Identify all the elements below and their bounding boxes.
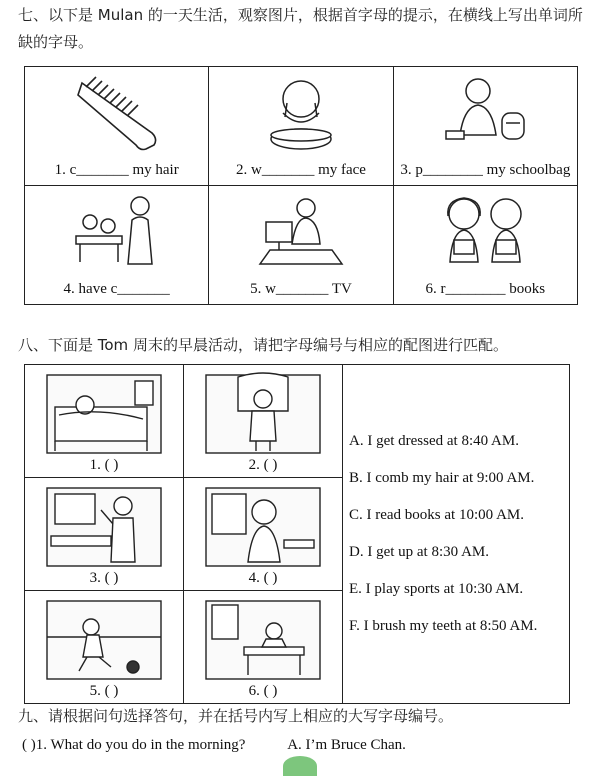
boy-reading-icon bbox=[198, 597, 328, 683]
s7-cell-6 bbox=[393, 186, 577, 305]
s8-option-d: D. I get up at 8:30 AM. bbox=[349, 544, 489, 560]
s8-caption-6: 6. ( ) bbox=[248, 683, 278, 699]
washing-face-icon bbox=[251, 73, 351, 155]
s8-caption-2: 2. ( ) bbox=[248, 457, 278, 473]
s9-question-row bbox=[22, 737, 406, 754]
s8-cell-5 bbox=[25, 591, 184, 704]
watching-tv-icon bbox=[246, 192, 356, 274]
section9-instruction: 九、请根据问句选择答句，并在括号内写上相应的大写字母编号。 bbox=[18, 707, 454, 725]
packing-bag-icon bbox=[430, 73, 540, 155]
s8-cell-1 bbox=[25, 365, 184, 478]
s8-option-e: E. I play sports at 10:30 AM. bbox=[349, 581, 524, 597]
s7-caption-4: 4. have c_______ bbox=[63, 281, 170, 297]
s7-cell-2 bbox=[209, 67, 393, 186]
s7-caption-3: 3. p________ my schoolbag bbox=[400, 162, 571, 178]
s7-cell-4 bbox=[25, 186, 209, 305]
boy-brushing-teeth-icon bbox=[39, 484, 169, 570]
s8-option-a: A. I get dressed at 8:40 AM. bbox=[349, 433, 519, 449]
s8-caption-5: 5. ( ) bbox=[89, 683, 119, 699]
s9-question: ( )1. What do you do in the morning? bbox=[22, 737, 246, 753]
section8-instruction: 八、下面是 Tom 周末的早晨活动，请把字母编号与相应的配图进行匹配。 bbox=[18, 336, 508, 354]
s8-cell-6 bbox=[184, 591, 343, 704]
s9-answer: A. I’m Bruce Chan. bbox=[287, 737, 406, 753]
s7-caption-2: 2. w_______ my face bbox=[236, 162, 366, 178]
section7-table bbox=[24, 66, 578, 305]
s8-cell-3 bbox=[25, 478, 184, 591]
girl-combing-hair-icon bbox=[198, 484, 328, 570]
comb-icon bbox=[62, 73, 172, 155]
s8-cell-4 bbox=[184, 478, 343, 591]
reading-kids-icon bbox=[430, 192, 540, 274]
s7-cell-5 bbox=[209, 186, 393, 305]
s8-option-f: F. I brush my teeth at 8:50 AM. bbox=[349, 618, 538, 634]
section7-instruction: 七、以下是 Mulan 的一天生活，观察图片，根据首字母的提示，在横线上写出单词所缺的字母。 bbox=[18, 6, 583, 51]
s8-cell-2 bbox=[184, 365, 343, 478]
s8-option-b: B. I comb my hair at 9:00 AM. bbox=[349, 470, 535, 486]
classroom-icon bbox=[62, 192, 172, 274]
boy-dressing-icon bbox=[198, 371, 328, 457]
s8-caption-4: 4. ( ) bbox=[248, 570, 278, 586]
section8-table bbox=[24, 364, 570, 704]
green-decoration-icon bbox=[283, 756, 317, 776]
s8-options-cell bbox=[343, 365, 570, 704]
s8-option-c: C. I read books at 10:00 AM. bbox=[349, 507, 524, 523]
s7-caption-1: 1. c_______ my hair bbox=[54, 162, 179, 178]
s7-cell-3 bbox=[393, 67, 577, 186]
s8-caption-1: 1. ( ) bbox=[89, 457, 119, 473]
s7-caption-5: 5. w_______ TV bbox=[250, 281, 352, 297]
boy-in-bed-icon bbox=[39, 371, 169, 457]
s7-cell-1 bbox=[25, 67, 209, 186]
s8-caption-3: 3. ( ) bbox=[89, 570, 119, 586]
boy-playing-football-icon bbox=[39, 597, 169, 683]
s7-caption-6: 6. r________ books bbox=[425, 281, 546, 297]
